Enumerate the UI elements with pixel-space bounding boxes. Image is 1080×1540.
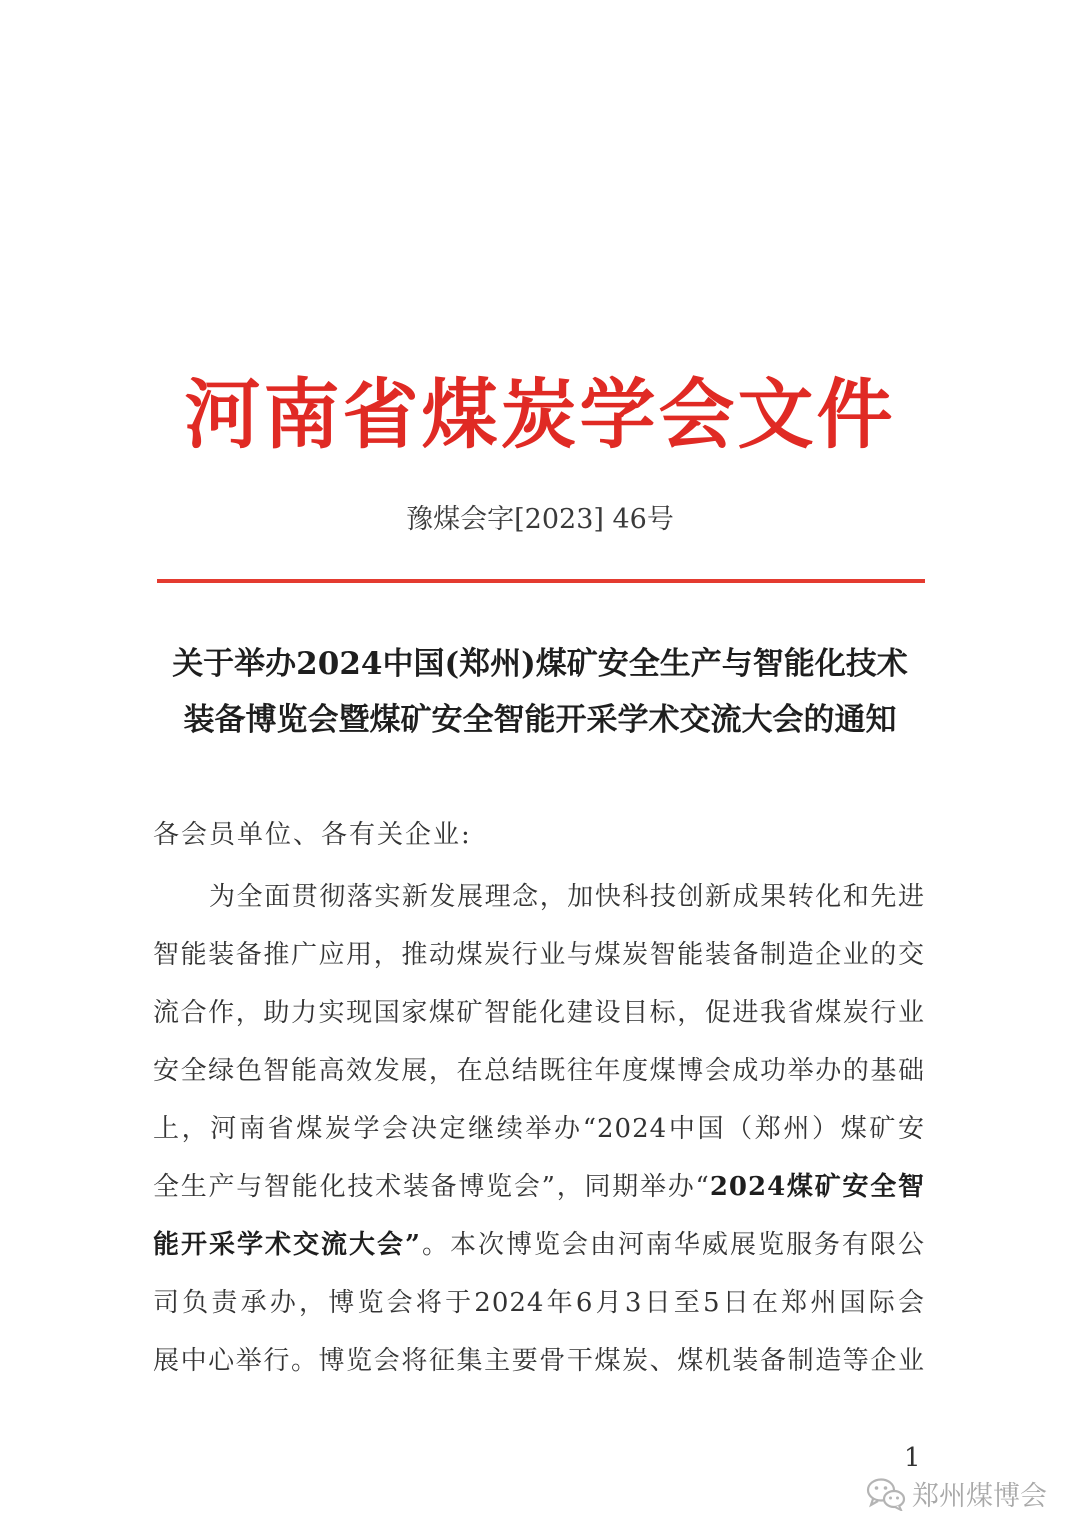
body-line-5: 上，河南省煤炭学会决定继续举办“2024中国（郑州）煤矿安 <box>153 1114 925 1144</box>
body-line-6-text: 全生产与智能化技术装备博览会”，同期举办“ <box>153 1172 710 1202</box>
event-name-bold-end: 能开采学术交流大会” <box>153 1230 421 1260</box>
body-line-9: 展中心举行。博览会将征集主要骨干煤炭、煤机装备制造等企业 <box>153 1346 925 1376</box>
body-paragraph <box>153 868 925 1390</box>
watermark-text: 郑州煤博会 <box>912 1481 1047 1512</box>
event-name-bold-start: 2024煤矿安全智 <box>709 1172 925 1202</box>
org-header-title: 河南省煤炭学会文件 <box>184 370 896 459</box>
body-line-7 <box>153 1216 925 1274</box>
salutation: 各会员单位、各有关企业: <box>153 820 472 850</box>
body-line-2: 智能装备推广应用，推动煤炭行业与煤炭智能装备制造企业的交 <box>153 940 925 970</box>
notice-title <box>150 636 930 748</box>
page-number: 1 <box>904 1443 921 1473</box>
body-line-6 <box>153 1158 925 1216</box>
notice-title-line-1: 关于举办2024中国(郑州)煤矿安全生产与智能化技术 <box>172 646 908 682</box>
red-divider-rule <box>157 579 925 583</box>
body-line-4: 安全绿色智能高效发展，在总结既往年度煤博会成功举办的基础 <box>153 1056 925 1086</box>
body-line-1: 为全面贯彻落实新发展理念，加快科技创新成果转化和先进 <box>209 882 925 912</box>
body-line-3: 流合作，助力实现国家煤矿智能化建设目标，促进我省煤炭行业 <box>153 998 925 1028</box>
body-line-7-text: 。本次博览会由河南华威展览服务有限公 <box>420 1230 925 1260</box>
wechat-icon <box>866 1477 906 1511</box>
notice-title-line-2: 装备博览会暨煤矿安全智能开采学术交流大会的通知 <box>183 702 897 738</box>
document-number: 豫煤会字[2023] 46号 <box>406 504 674 535</box>
source-watermark <box>866 1474 1047 1513</box>
body-line-8: 司负责承办，博览会将于2024年6月3日至5日在郑州国际会 <box>153 1288 925 1318</box>
